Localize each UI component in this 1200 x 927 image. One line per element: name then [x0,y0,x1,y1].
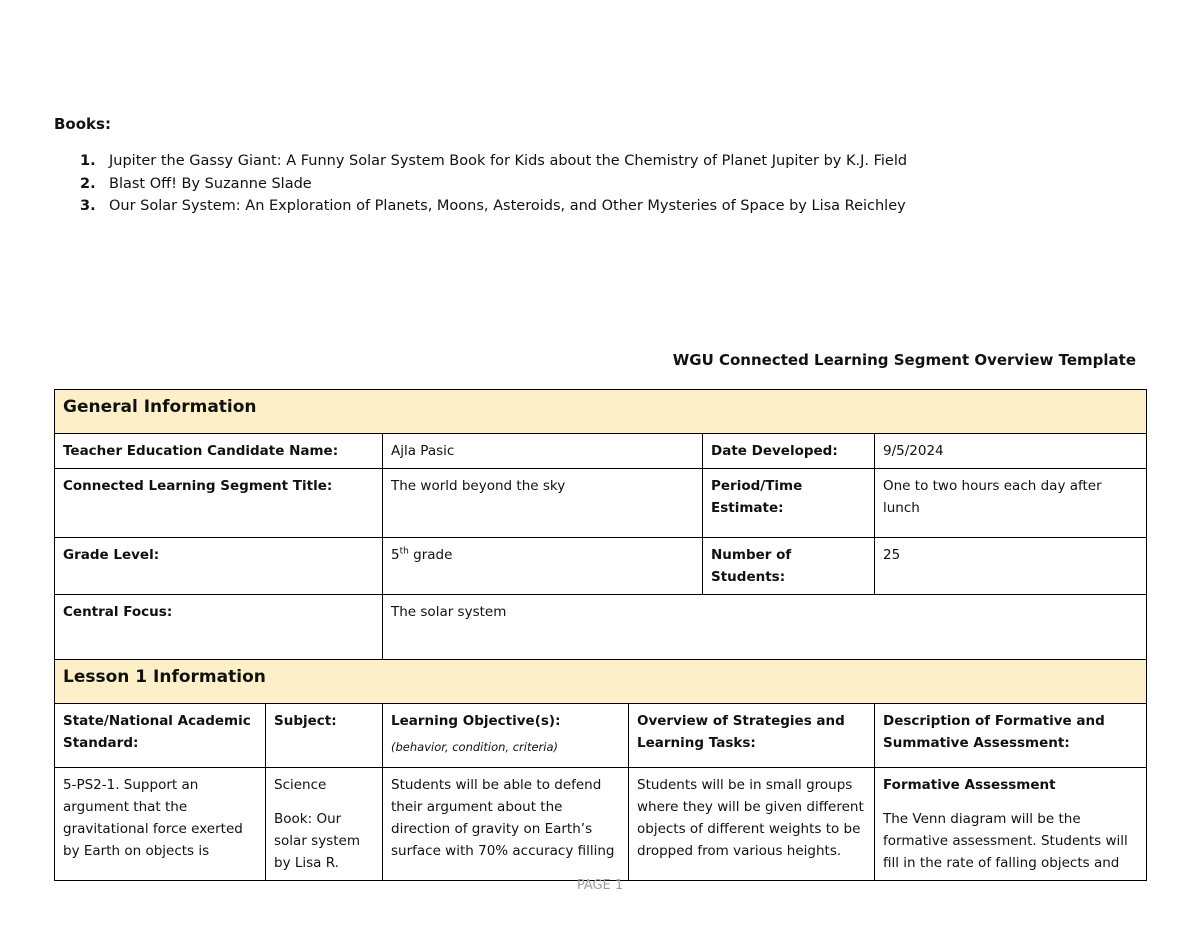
list-item [80,150,907,173]
grade-suffix: th [399,546,409,557]
list-item [80,173,907,196]
book-title: Blast Off! By Suzanne Slade [109,175,312,192]
grade-number: 5 [391,547,400,563]
objective-cell: Students will be able to defend their argument about the direction of gravity on Earth’s surface with 70% accuracy filling [383,768,629,881]
subject-book: Book: Our solar system by Lisa R. [274,811,360,871]
students-label: Number of Students: [703,538,875,595]
date-value: 9/5/2024 [875,434,1147,469]
subject-cell [266,768,383,881]
list-item [80,195,907,218]
table-row [55,595,1147,660]
list-number: 2. [80,175,96,192]
date-label: Date Developed: [703,434,875,469]
col-subject: Subject: [266,704,383,768]
general-info-header [55,390,1147,434]
teacher-value: Ajla Pasic [383,434,703,469]
central-focus-label: Central Focus: [55,595,383,660]
standard-cell: 5-PS2-1. Support an argument that the gravitational force exerted by Earth on objects is [55,768,266,881]
book-title: Jupiter the Gassy Giant: A Funny Solar System Book for Kids about the Chemistry of Planet Jupiter by K.J. Field [109,153,908,170]
grade-value [383,538,703,595]
segment-title-label: Connected Learning Segment Title: [55,469,383,538]
lesson-columns-header [55,704,1147,768]
period-value: One to two hours each day after lunch [875,469,1147,538]
book-list [80,150,907,218]
list-number: 1. [80,153,96,170]
col-objective [383,704,629,768]
assessment-text: The Venn diagram will be the formative assessment. Students will fill in the rate of falling objects and [883,811,1128,871]
subject-text: Science [274,777,327,793]
books-heading: Books: [54,115,111,133]
table-row [55,434,1147,469]
grade-word: grade [408,547,453,563]
overview-table [54,389,1147,881]
table-row [55,469,1147,538]
section-title: General Information [55,390,1147,434]
strategies-cell: Students will be in small groups where they will be given different objects of different weights to be dropped from various heights. [629,768,875,881]
students-value: 25 [875,538,1147,595]
central-focus-value: The solar system [383,595,1147,660]
period-label: Period/Time Estimate: [703,469,875,538]
grade-label: Grade Level: [55,538,383,595]
template-title: WGU Connected Learning Segment Overview Template [672,351,1136,369]
teacher-label: Teacher Education Candidate Name: [55,434,383,469]
col-objective-label: Learning Objective(s): [391,713,561,729]
lesson1-header [55,660,1147,704]
col-assessment: Description of Formative and Summative Assessment: [875,704,1147,768]
list-number: 3. [80,198,96,215]
segment-title-value: The world beyond the sky [383,469,703,538]
book-title: Our Solar System: An Exploration of Planets, Moons, Asteroids, and Other Mysteries of Space by Lisa Reichley [109,198,906,215]
page-number: PAGE 1 [576,878,624,893]
col-objective-note: (behavior, condition, criteria) [391,740,558,754]
section-title: Lesson 1 Information [55,660,1147,704]
table-row [55,768,1147,881]
assessment-cell [875,768,1147,881]
assessment-heading: Formative Assessment [883,777,1056,793]
table-row [55,538,1147,595]
col-strategies: Overview of Strategies and Learning Tasks: [629,704,875,768]
col-standard: State/National Academic Standard: [55,704,266,768]
